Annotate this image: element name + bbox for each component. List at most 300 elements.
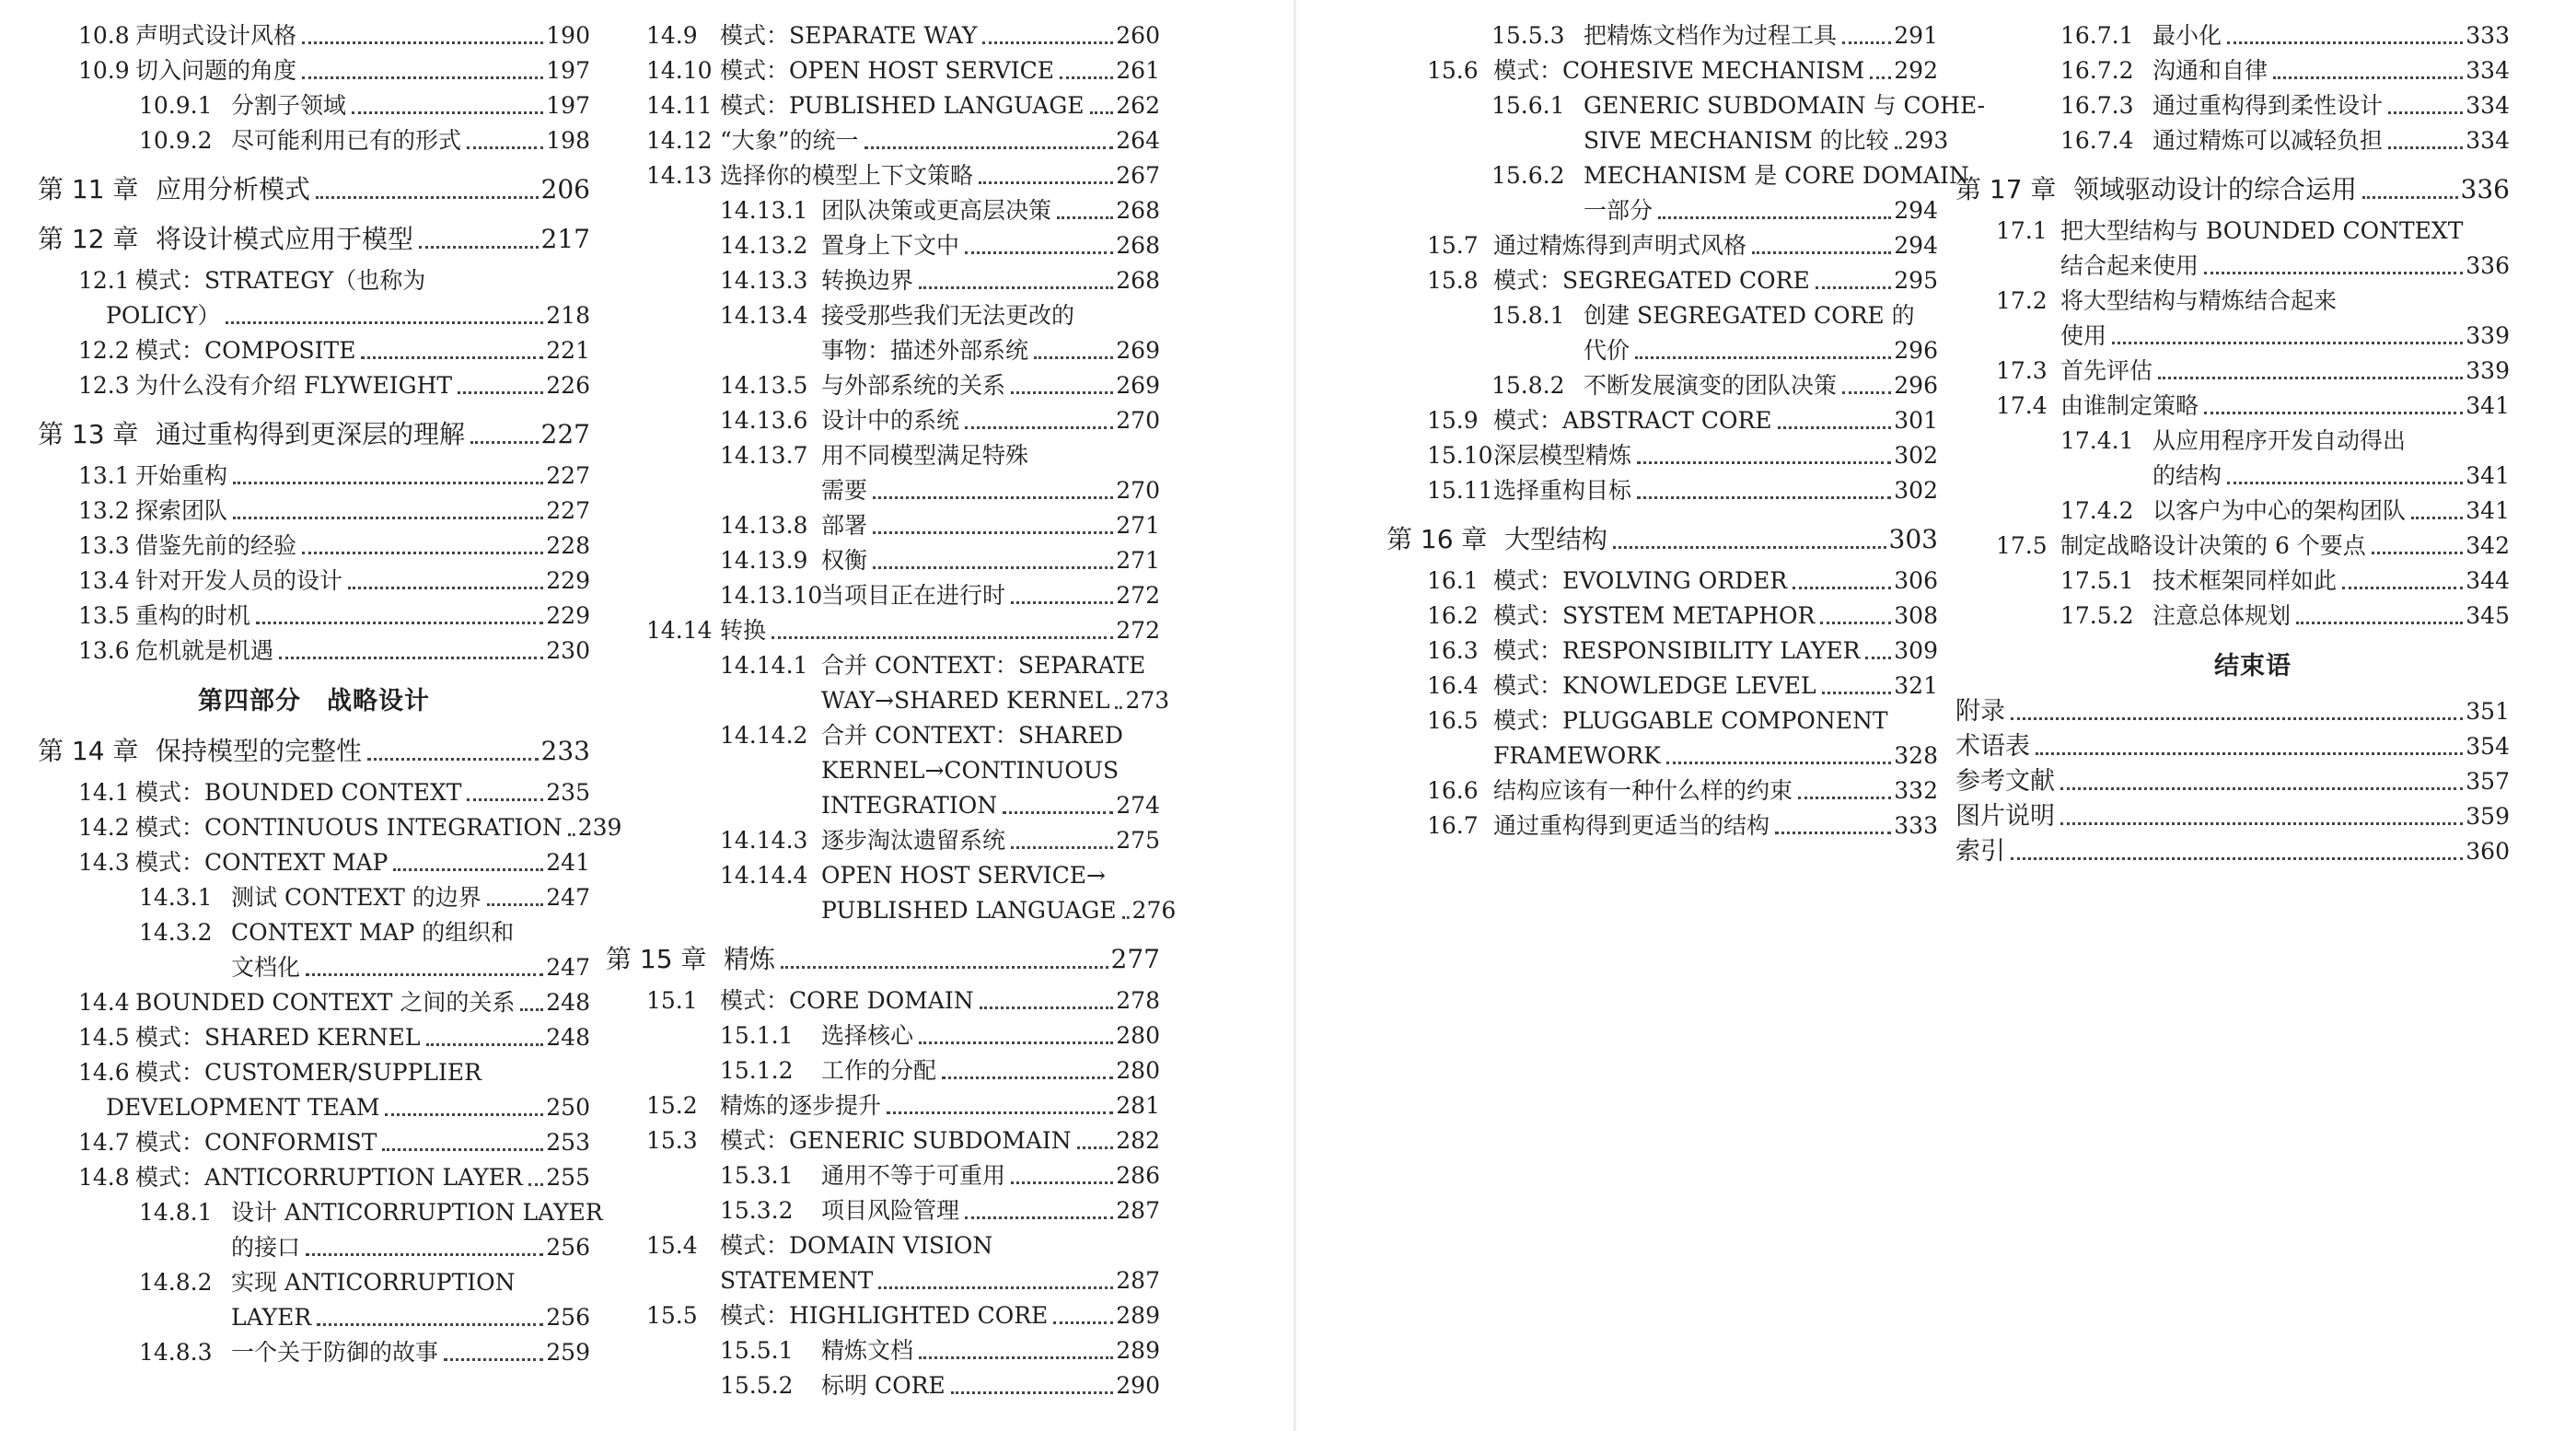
toc-entry-number: 15.3: [646, 1127, 698, 1154]
toc-entry-number: 16.5: [1427, 707, 1479, 734]
toc-entry-title: 针对开发人员的设计: [135, 567, 343, 594]
toc-entry-page: 269: [1116, 337, 1160, 364]
toc-entry-page: 334: [2466, 127, 2510, 154]
toc-entry-title: 不断发展演变的团队决策: [1584, 372, 1838, 399]
toc-entry-title: 一部分: [1584, 197, 1654, 224]
toc-entry-page: 256: [546, 1304, 590, 1331]
toc-entry-title: 与外部系统的关系: [821, 372, 1006, 399]
toc-entry-title: 项目风险管理: [821, 1197, 960, 1224]
dot-leader: [487, 903, 543, 906]
toc-entry-page: 221: [546, 337, 590, 364]
toc-entry: [646, 613, 1160, 648]
dot-leader: [348, 587, 543, 589]
toc-entry: [2060, 599, 2510, 634]
toc-entry: [821, 333, 1160, 368]
toc-entry-title: GENERIC SUBDOMAIN 与 COHE-: [1584, 92, 1986, 119]
toc-entry-title: 通过精炼得到声明式风格: [1493, 232, 1747, 259]
toc-entry: [1427, 669, 1938, 704]
toc-column-2: [606, 18, 1177, 1403]
toc-entry-page: 197: [546, 92, 590, 119]
toc-entry-title: 用不同模型满足特殊: [821, 442, 1029, 469]
toc-entry-title: 把精炼文档作为过程工具: [1584, 22, 1838, 49]
toc-entry: [646, 53, 1160, 88]
dot-leader: [302, 76, 543, 79]
dot-leader: [1011, 601, 1113, 604]
dot-leader: [467, 146, 543, 149]
dot-leader: [1613, 546, 1886, 549]
toc-entry-page: 206: [540, 174, 590, 204]
dot-leader: [1793, 587, 1891, 589]
toc-entry-number: 14.13.3: [720, 267, 808, 294]
toc-entry: [78, 985, 590, 1020]
dot-leader: [1816, 286, 1892, 289]
dot-leader: [1778, 426, 1892, 429]
toc-entry-page: 268: [1116, 197, 1160, 224]
dot-leader: [1060, 76, 1113, 79]
toc-entry-number: 14.13.4: [720, 302, 808, 329]
toc-entry-page: 239: [577, 814, 622, 841]
toc-entry: [1584, 193, 1938, 228]
toc-entry: [78, 810, 622, 845]
toc-entry-number: 14.13.9: [720, 547, 808, 574]
toc-entry-title: 精炼文档: [821, 1337, 914, 1364]
toc-entry: [720, 1368, 1160, 1403]
toc-entry-page: 296: [1894, 337, 1938, 364]
toc-entry-title: 模式：PUBLISHED LANGUAGE: [720, 92, 1085, 119]
toc-appendix-entry: [1955, 834, 2510, 869]
toc-entry-page: 357: [2466, 768, 2510, 795]
toc-entry: [139, 123, 590, 158]
toc-entry-number: 15.11: [1427, 477, 1493, 504]
toc-entry-number: 第 16 章: [1387, 524, 1488, 554]
toc-entry-title: 切入问题的角度: [135, 57, 297, 84]
toc-entry-title: 首先评估: [2060, 357, 2153, 384]
toc-entry-title: 通用不等于可重用: [821, 1162, 1006, 1189]
toc-entry-page: 306: [1894, 567, 1938, 594]
toc-entry-page: 197: [546, 57, 590, 84]
toc-entry-page: 269: [1116, 372, 1160, 399]
toc-entry-title: CONTEXT MAP 的组织和: [231, 919, 515, 946]
toc-entry-page: 227: [546, 497, 590, 524]
toc-entry: [720, 403, 1160, 438]
toc-entry: [1491, 18, 1938, 53]
dot-leader: [1798, 797, 1891, 799]
toc-entry-title: 结合起来使用: [2060, 252, 2199, 279]
toc-entry-page: 339: [2466, 322, 2510, 349]
toc-entry-page: 302: [1894, 442, 1938, 469]
toc-entry-title: 模式：CONTINUOUS INTEGRATION: [135, 814, 563, 841]
toc-entry: [78, 459, 590, 494]
toc-entry-page: 261: [1116, 57, 1160, 84]
toc-entry-number: 14.14.4: [720, 862, 808, 889]
dot-leader: [1011, 391, 1113, 394]
dot-leader: [2204, 272, 2463, 274]
toc-entry: [720, 508, 1160, 543]
toc-entry: [231, 950, 590, 985]
dot-leader: [419, 246, 539, 249]
toc-entry: [2060, 18, 2510, 53]
toc-entry-page: 277: [1110, 944, 1160, 974]
toc-entry-page: 339: [2466, 357, 2510, 384]
toc-entry-title: 危机就是机遇: [135, 637, 274, 664]
toc-entry: [2152, 459, 2510, 494]
dot-leader: [2036, 752, 2463, 755]
toc-entry-title: 模式：ANTICORRUPTION LAYER: [135, 1164, 523, 1191]
toc-entry-page: 276: [1131, 897, 1177, 924]
toc-entry-page: 345: [2466, 602, 2510, 629]
toc-entry-title: PUBLISHED LANGUAGE: [821, 897, 1117, 924]
toc-entry-number: 15.1: [646, 987, 698, 1014]
toc-entry: [1996, 284, 2510, 319]
toc-entry-title: 开始重构: [135, 462, 228, 489]
dot-leader: [361, 356, 543, 359]
toc-chapter-entry: [38, 221, 590, 258]
toc-entry-page: 295: [1894, 267, 1938, 294]
toc-entry-title: 模式：KNOWLEDGE LEVEL: [1493, 672, 1816, 699]
toc-entry-page: 227: [540, 419, 590, 449]
toc-entry-page: 270: [1116, 477, 1160, 504]
toc-entry: [1491, 158, 1969, 193]
toc-entry-title: 一个关于防御的故事: [231, 1339, 439, 1366]
toc-entry: [2060, 53, 2510, 88]
dot-leader: [1635, 356, 1891, 359]
dot-leader: [1122, 916, 1130, 919]
toc-entry-page: 332: [1894, 777, 1938, 804]
toc-entry: [1491, 368, 1938, 403]
toc-entry-number: 14.3.2: [139, 919, 213, 946]
toc-entry-number: 14.6: [78, 1059, 130, 1086]
toc-entry: [139, 1195, 603, 1230]
toc-entry: [646, 1088, 1160, 1123]
toc-entry: [720, 543, 1160, 578]
toc-column-4: [1955, 18, 2510, 869]
toc-entry-title: 标明 CORE: [821, 1372, 946, 1399]
toc-entry-title: 模式：CORE DOMAIN: [720, 987, 974, 1014]
toc-entry-title: 设计 ANTICORRUPTION LAYER: [231, 1199, 603, 1226]
dot-leader: [2388, 146, 2463, 149]
toc-entry-title: 术语表: [1955, 732, 2030, 761]
toc-entry: [1427, 774, 1938, 809]
toc-appendix-entry: [1955, 764, 2510, 799]
toc-entry-page: 341: [2466, 392, 2510, 419]
toc-entry: [2060, 564, 2510, 599]
toc-entry: [1427, 438, 1938, 473]
toc-entry: [231, 1230, 590, 1265]
dot-leader: [965, 251, 1113, 254]
dot-leader: [1011, 846, 1113, 849]
toc-entry-title: 重构的时机: [135, 602, 251, 629]
dot-leader: [2296, 622, 2463, 624]
toc-entry-title: 选择你的模型上下文策略: [720, 162, 974, 189]
toc-entry-title: 模式：CONTEXT MAP: [135, 849, 389, 876]
toc-entry-title: 的结构: [2152, 462, 2222, 489]
toc-entry: [646, 123, 1160, 158]
toc-entry-title: MECHANISM 是 CORE DOMAIN: [1584, 162, 1969, 189]
toc-entry: [1427, 599, 1938, 634]
toc-entry: [1996, 214, 2510, 249]
toc-entry-title: 模式：CUSTOMER/SUPPLIER: [135, 1059, 482, 1086]
toc-entry: [231, 1300, 590, 1335]
toc-entry-title: 转换边界: [821, 267, 914, 294]
dot-leader: [1895, 146, 1902, 149]
toc-entry-number: 16.1: [1427, 567, 1479, 594]
toc-entry-number: 14.14.3: [720, 827, 808, 854]
toc-entry: [646, 1228, 1160, 1263]
toc-entry-page: 255: [546, 1164, 590, 1191]
toc-entry: [720, 193, 1160, 228]
dot-leader: [919, 1356, 1113, 1359]
toc-entry-number: 16.6: [1427, 777, 1479, 804]
toc-entry-number: 14.14.2: [720, 722, 808, 749]
dot-leader: [2060, 822, 2463, 825]
toc-entry-page: 289: [1116, 1337, 1160, 1364]
toc-entry-page: 268: [1116, 232, 1160, 259]
toc-entry-title: 注意总体规划: [2152, 602, 2292, 629]
toc-entry-number: 15.1.2: [720, 1057, 794, 1084]
toc-entry-page: 360: [2466, 838, 2510, 865]
toc-entry-title: 以客户为中心的架构团队: [2152, 497, 2407, 524]
toc-entry-title: 探索团队: [135, 497, 228, 524]
toc-entry-title: 模式：OPEN HOST SERVICE: [720, 57, 1055, 84]
dot-leader: [444, 1358, 543, 1361]
dot-leader: [1658, 216, 1891, 219]
toc-entry-number: 17.3: [1996, 357, 2048, 384]
toc-entry-title: 逐步淘汰遗留系统: [821, 827, 1006, 854]
toc-entry: [720, 228, 1160, 263]
dot-leader: [1637, 461, 1891, 464]
toc-entry-number: 12.3: [78, 372, 130, 399]
dot-leader: [528, 1183, 544, 1186]
dot-leader: [385, 1113, 543, 1116]
toc-entry-page: 301: [1894, 407, 1938, 434]
dot-leader: [226, 321, 543, 324]
toc-entry-title: 索引: [1955, 837, 2005, 866]
dot-leader: [568, 833, 575, 836]
toc-entry-title: 沟通和自律: [2152, 57, 2269, 84]
toc-entry-number: 第 15 章: [606, 944, 707, 974]
dot-leader: [1870, 76, 1891, 79]
dot-leader: [426, 1043, 544, 1046]
dot-leader: [470, 441, 539, 444]
dot-leader: [2112, 342, 2463, 344]
toc-chapter-entry: [1955, 171, 2510, 208]
toc-entry-title: INTEGRATION: [821, 792, 998, 819]
toc-entry-number: 14.4: [78, 989, 130, 1016]
toc-entry-title: 模式：BOUNDED CONTEXT: [135, 779, 462, 806]
toc-entry: [646, 18, 1160, 53]
toc-entry-title: 置身上下文中: [821, 232, 960, 259]
toc-entry: [1427, 403, 1938, 438]
toc-entry-number: 17.5.1: [2060, 567, 2134, 594]
toc-entry-page: 280: [1116, 1022, 1160, 1049]
dot-leader: [873, 496, 1113, 499]
toc-entry: [1584, 333, 1938, 368]
dot-leader: [520, 1008, 543, 1011]
toc-entry-number: 16.7: [1427, 812, 1479, 839]
toc-chapter-entry: [1387, 521, 1938, 558]
toc-entry-number: 16.2: [1427, 602, 1479, 629]
toc-entry-page: 280: [1116, 1057, 1160, 1084]
toc-entry-title: 模式：COMPOSITE: [135, 337, 356, 364]
toc-entry-page: 247: [546, 954, 590, 981]
toc-entry-page: 248: [546, 989, 590, 1016]
dot-leader: [2388, 111, 2463, 114]
toc-entry: [821, 753, 1160, 788]
toc-entry: [720, 298, 1160, 333]
dot-leader: [919, 1041, 1113, 1044]
toc-entry-title: OPEN HOST SERVICE→: [821, 862, 1106, 889]
dot-leader: [367, 758, 539, 761]
dot-leader: [2204, 412, 2463, 414]
dot-leader: [1666, 762, 1892, 764]
toc-entry-page: 281: [1116, 1092, 1160, 1119]
toc-entry-number: 第 17 章: [1955, 174, 2057, 204]
dot-leader: [1842, 391, 1891, 394]
dot-leader: [1842, 41, 1891, 44]
toc-entry-number: 14.13.5: [720, 372, 808, 399]
dot-leader: [1820, 622, 1891, 624]
toc-entry-number: 13.2: [78, 497, 130, 524]
toc-entry-number: 14.8.3: [139, 1339, 213, 1366]
toc-entry-title: 事物：描述外部系统: [821, 337, 1029, 364]
dot-leader: [873, 566, 1113, 569]
toc-entry-title: 使用: [2060, 322, 2107, 349]
dot-leader: [979, 181, 1113, 184]
toc-entry-title: 模式：DOMAIN VISION: [720, 1232, 993, 1259]
toc-entry-title: 的接口: [231, 1234, 301, 1261]
toc-entry-page: 272: [1116, 582, 1160, 609]
toc-entry-title: 精炼的逐步提升: [720, 1092, 882, 1119]
toc-entry-number: 14.2: [78, 814, 130, 841]
toc-entry-page: 274: [1116, 792, 1160, 819]
dot-leader: [2158, 377, 2463, 379]
dot-leader: [2227, 482, 2463, 484]
dot-leader: [2362, 196, 2458, 199]
toc-entry-page: 342: [2466, 532, 2510, 559]
toc-entry-title: 团队决策或更高层决策: [821, 197, 1052, 224]
toc-entry-title: 由谁制定策略: [2060, 392, 2199, 419]
toc-entry-page: 294: [1894, 197, 1938, 224]
toc-entry-title: 合并 CONTEXT：SEPARATE: [821, 652, 1146, 679]
toc-entry-page: 341: [2466, 497, 2510, 524]
toc-entry-number: 14.13.8: [720, 512, 808, 539]
toc-entry-number: 10.9.2: [139, 127, 213, 154]
toc-entry: [139, 88, 590, 123]
toc-entry: [78, 775, 590, 810]
toc-entry: [821, 473, 1160, 508]
toc-entry-number: 16.7.3: [2060, 92, 2134, 119]
toc-entry-number: 12.1: [78, 267, 130, 294]
toc-entry-number: 17.5.2: [2060, 602, 2134, 629]
toc-entry-title: 模式：STRATEGY（也称为: [135, 267, 426, 294]
toc-entry: [720, 648, 1160, 683]
toc-entry-page: 344: [2466, 567, 2510, 594]
toc-entry-page: 282: [1116, 1127, 1160, 1154]
dot-leader: [302, 41, 543, 44]
toc-chapter-entry: [606, 941, 1160, 978]
toc-entry-page: 272: [1116, 617, 1160, 644]
toc-entry-title: 大型结构: [1504, 524, 1608, 554]
toc-entry-number: 16.7.2: [2060, 57, 2134, 84]
toc-entry-title: POLICY）: [106, 302, 221, 329]
toc-entry-page: 260: [1116, 22, 1160, 49]
toc-entry-title: FRAMEWORK: [1493, 742, 1661, 769]
toc-entry-title: 模式：RESPONSIBILITY LAYER: [1493, 637, 1861, 664]
dot-leader: [2060, 787, 2463, 790]
toc-entry-title: 把大型结构与 BOUNDED CONTEXT: [2060, 217, 2464, 244]
toc-entry: [720, 1158, 1160, 1193]
toc-entry-page: 227: [546, 462, 590, 489]
toc-entry: [78, 529, 590, 564]
toc-entry-number: 14.11: [646, 92, 713, 119]
toc-entry: [720, 1333, 1160, 1368]
toc-entry-number: 14.9: [646, 22, 698, 49]
dot-leader: [393, 868, 543, 871]
toc-entry-number: 10.9: [78, 57, 130, 84]
toc-entry-title: 模式：PLUGGABLE COMPONENT: [1493, 707, 1888, 734]
toc-entry: [646, 1298, 1160, 1333]
toc-entry: [2060, 494, 2510, 529]
toc-entry-page: 296: [1894, 372, 1938, 399]
toc-entry-page: 248: [546, 1024, 590, 1051]
toc-entry-number: 14.14: [646, 617, 713, 644]
toc-entry-number: 14.8.1: [139, 1199, 213, 1226]
toc-entry-title: 权衡: [821, 547, 868, 574]
toc-entry: [2060, 249, 2510, 284]
toc-entry-number: 15.5.3: [1491, 22, 1565, 49]
toc-entry-number: 13.5: [78, 602, 130, 629]
toc-entry-page: 309: [1894, 637, 1938, 664]
toc-entry-page: 328: [1894, 742, 1938, 769]
toc-entry-number: 12.2: [78, 337, 130, 364]
dot-leader: [965, 426, 1113, 429]
toc-entry: [646, 983, 1160, 1018]
toc-entry-page: 354: [2466, 733, 2510, 760]
toc-entry: [1427, 473, 1938, 508]
toc-entry-number: 14.3: [78, 849, 130, 876]
toc-entry-title: 应用分析模式: [156, 174, 311, 204]
toc-entry-page: 268: [1116, 267, 1160, 294]
toc-entry-number: 15.7: [1427, 232, 1479, 259]
toc-entry-title: 创建 SEGREGATED CORE 的: [1584, 302, 1915, 329]
toc-entry-number: 15.6: [1427, 57, 1479, 84]
toc-entry-number: 16.7.1: [2060, 22, 2134, 49]
toc-entry-number: 15.3.2: [720, 1197, 794, 1224]
toc-entry-page: 233: [540, 736, 590, 766]
toc-entry-page: 291: [1894, 22, 1938, 49]
toc-entry: [1427, 53, 1938, 88]
toc-entry: [1427, 228, 1938, 263]
toc-entry-number: 13.4: [78, 567, 130, 594]
toc-entry-page: 247: [546, 884, 590, 911]
toc-entry: [646, 158, 1160, 193]
toc-appendix-entry: [1955, 694, 2510, 729]
toc-entry-number: 15.1.1: [720, 1022, 794, 1049]
dot-leader: [1077, 1146, 1114, 1149]
toc-entry: [78, 494, 590, 529]
toc-entry: [720, 718, 1160, 753]
toc-entry-page: 333: [1894, 812, 1938, 839]
toc-entry-title: 接受那些我们无法更改的: [821, 302, 1075, 329]
toc-entry-number: 14.3.1: [139, 884, 213, 911]
toc-entry: [1491, 298, 1938, 333]
toc-entry-number: 15.5.1: [720, 1337, 794, 1364]
toc-entry: [139, 880, 590, 915]
toc-entry-title: 工作的分配: [821, 1057, 937, 1084]
toc-entry: [1427, 263, 1938, 298]
toc-entry-page: 267: [1116, 162, 1160, 189]
toc-entry-page: 229: [546, 602, 590, 629]
